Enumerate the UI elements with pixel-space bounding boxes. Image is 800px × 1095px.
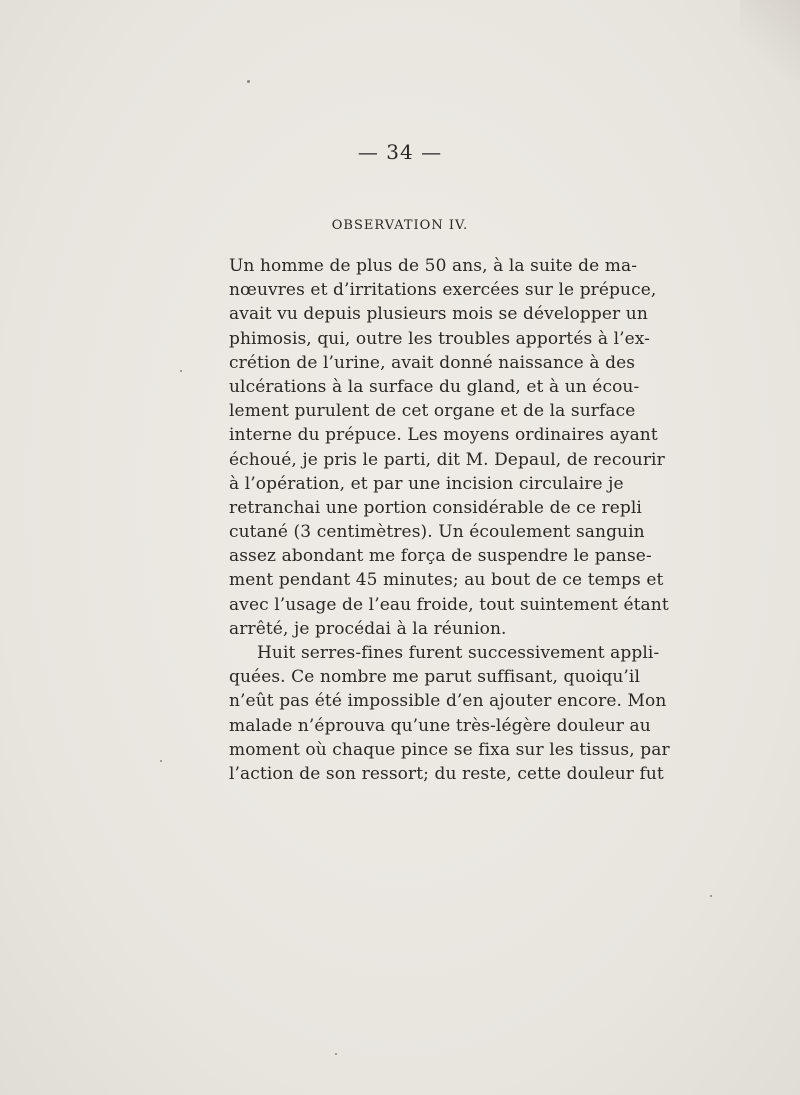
text-line: interne du prépuce. Les moyens ordinaires ayant (229, 425, 658, 446)
body-text (229, 254, 670, 786)
text-line: retranchai une portion considérable de ce repli (229, 497, 642, 518)
text-line: lement purulent de cet organe et de la surface (229, 401, 636, 422)
paper-speck (247, 80, 250, 83)
page-corner-shadow (740, 0, 800, 80)
text-line: nœuvres et d’irritations exercées sur le prépuce, (229, 280, 657, 301)
paper-speck (180, 370, 182, 372)
section-heading: OBSERVATION IV. (331, 218, 469, 233)
text-line: à l’opération, et par une incision circulaire je (229, 473, 624, 494)
text-line: avait vu depuis plusieurs mois se développer un (229, 304, 648, 325)
text-line: phimosis, qui, outre les troubles apportés à l’ex- (229, 328, 651, 349)
text-line: arrêté, je procédai à la réunion. (229, 618, 507, 639)
text-line: avec l’usage de l’eau froide, tout suintement étant (229, 594, 669, 615)
text-line: ment pendant 45 minutes; au bout de ce temps et (229, 570, 664, 591)
page-number: — 34 — (357, 140, 443, 164)
text-line: quées. Ce nombre me parut suffisant, quoiqu’il (229, 667, 640, 688)
paper-speck (160, 760, 162, 762)
text-line: Un homme de plus de 50 ans, à la suite de ma- (229, 256, 638, 276)
paragraph (229, 254, 669, 641)
text-line: ulcérations à la surface du gland, et à un écou- (229, 376, 640, 397)
text-line: moment où chaque pince se fixa sur les tissus, par (229, 739, 670, 760)
paper-speck (710, 895, 712, 897)
text-line: échoué, je pris le parti, dit M. Depaul, de recourir (229, 449, 665, 470)
text-line: cutané (3 centimètres). Un écoulement sanguin (229, 522, 645, 543)
paragraph (229, 641, 670, 786)
text-line: Huit serres-fines furent successivement appli- (257, 643, 660, 663)
paper-speck (335, 1053, 337, 1055)
text-line: crétion de l’urine, avait donné naissance à des (229, 352, 636, 373)
text-line: n’eût pas été impossible d’en ajouter encore. Mon (229, 691, 667, 712)
text-line: l’action de son ressort; du reste, cette douleur fut (229, 763, 664, 784)
text-line: assez abondant me força de suspendre le panse- (229, 546, 652, 567)
text-line: malade n’éprouva qu’une très-légère douleur au (229, 715, 651, 736)
